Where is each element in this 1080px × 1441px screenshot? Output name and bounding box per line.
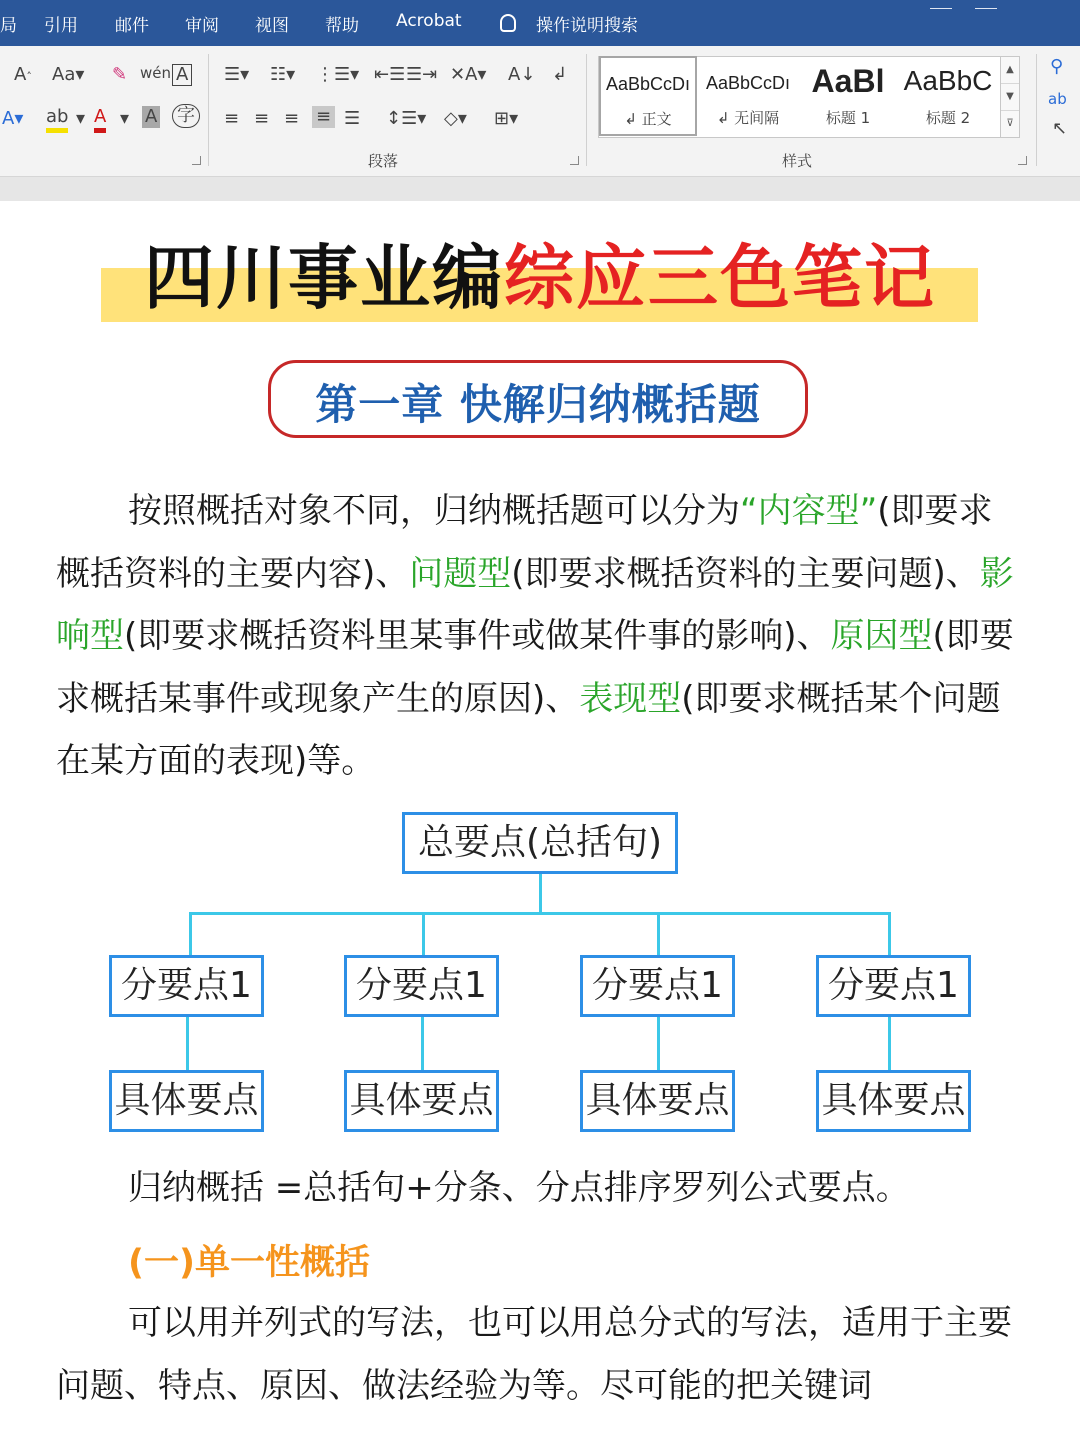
style-name: ↲ 无间隔: [716, 109, 780, 127]
phonetic-guide-icon[interactable]: wén: [140, 64, 172, 82]
tab-help[interactable]: 帮助: [325, 16, 359, 36]
sort-icon[interactable]: A↓: [508, 64, 536, 85]
group-divider: [586, 54, 587, 166]
diagram-detail-box: 具体要点: [816, 1070, 971, 1132]
diagram-branch-box: 分要点1: [344, 955, 499, 1017]
connector-line: [189, 912, 891, 915]
intro-text: 按照概括对象不同，归纳概括题可以分为: [128, 491, 740, 531]
group-divider: [1036, 54, 1037, 166]
style-name: ↲ 正文: [624, 110, 672, 128]
justify-icon[interactable]: ≡: [312, 106, 335, 128]
align-right-icon[interactable]: ≡: [284, 108, 300, 129]
intro-text: (即要求概括资料的主要问题)、: [511, 553, 980, 594]
style-sample: AaBbC: [903, 65, 993, 96]
shading-icon[interactable]: ◇▾: [444, 108, 467, 129]
intro-text: (即要求概括某事件或现象产生的原因)、: [56, 616, 1014, 719]
formula-text: 归纳概括 =总括句+分条、分点排序罗列公式要点。: [128, 1168, 910, 1208]
document-title: [0, 230, 1080, 326]
shrink-font-icon[interactable]: A˄: [14, 64, 32, 85]
title-black-part: 四川事业编: [144, 237, 504, 319]
increase-indent-icon[interactable]: ☰⇥: [406, 64, 438, 85]
align-left-icon[interactable]: ≡: [224, 108, 240, 129]
highlight-dropdown-icon[interactable]: ▾: [76, 108, 86, 129]
type-content: “内容型”: [740, 491, 878, 531]
tab-references[interactable]: 引用: [44, 16, 78, 36]
diagram-branch-box: 分要点1: [580, 955, 735, 1017]
chinese-layout-icon[interactable]: ✕A▾: [450, 64, 487, 85]
group-divider: [208, 54, 209, 166]
style-name-text: 正文: [641, 110, 672, 128]
intro-text: (即要求概括资料里某事件或做某件事的影响)、: [124, 616, 831, 656]
intro-text: (即要求概括某个问题在某方面的表现)等。: [56, 678, 1001, 781]
font-color-dropdown-icon[interactable]: ▾: [120, 108, 130, 129]
connector-line: [888, 912, 891, 956]
enclose-char-icon[interactable]: 字: [172, 104, 200, 128]
styles-scroll: [1000, 56, 1020, 138]
diagram-detail-box: 具体要点: [580, 1070, 735, 1132]
decrease-indent-icon[interactable]: ⇤☰: [374, 64, 406, 85]
style-sample: AaBbCcDı: [605, 74, 691, 94]
section-heading: (一)单一性概括: [128, 1243, 370, 1283]
character-border-icon[interactable]: A: [172, 64, 192, 86]
multilevel-list-icon[interactable]: ⋮☰▾: [316, 64, 360, 85]
style-heading-1[interactable]: [799, 57, 897, 135]
connector-line: [422, 912, 425, 956]
style-sample: AaBbCcDı: [705, 73, 791, 93]
style-heading-2[interactable]: [899, 57, 997, 135]
highlight-icon[interactable]: ab: [46, 106, 68, 133]
scroll-up-icon[interactable]: ▲: [1001, 57, 1019, 84]
style-name-text: 无间隔: [734, 109, 780, 127]
connector-line: [186, 1017, 189, 1070]
connector-line: [421, 1017, 424, 1070]
lightbulb-icon: [500, 14, 516, 32]
show-marks-icon[interactable]: ↲: [552, 64, 568, 85]
change-case-button[interactable]: Aa▾: [52, 64, 85, 85]
intro-paragraph: [56, 480, 1026, 793]
diagram-branch-box: 分要点1: [109, 955, 264, 1017]
tab-review[interactable]: 审阅: [185, 16, 219, 36]
styles-more-icon[interactable]: ⊽: [1006, 118, 1014, 129]
diagram-detail-box: 具体要点: [344, 1070, 499, 1132]
paragraph-group-label: 段落: [368, 152, 399, 170]
type-cause: 原因型: [830, 616, 933, 656]
borders-icon[interactable]: ⊞▾: [494, 108, 519, 129]
style-no-spacing[interactable]: [699, 57, 797, 135]
connector-line: [657, 912, 660, 956]
tab-layout[interactable]: 局: [0, 16, 17, 36]
font-color-icon[interactable]: A: [94, 106, 106, 133]
ribbon-toolbar: [0, 46, 1080, 177]
align-center-icon[interactable]: ≡: [254, 108, 270, 129]
styles-gallery: [598, 56, 1020, 138]
scroll-down-icon[interactable]: ▼: [1001, 84, 1019, 111]
styles-dialog-launcher-icon[interactable]: [1018, 156, 1027, 165]
diagram-detail-box: 具体要点: [109, 1070, 264, 1132]
clear-format-icon[interactable]: ✎: [112, 64, 128, 85]
connector-line: [539, 874, 542, 914]
tab-view[interactable]: 视图: [255, 16, 289, 36]
numbering-icon[interactable]: ☷▾: [270, 64, 296, 85]
connector-line: [189, 912, 192, 956]
tab-acrobat[interactable]: Acrobat: [396, 11, 462, 31]
type-problem: 问题型: [409, 553, 512, 594]
ribbon-display-icon[interactable]: [930, 0, 952, 9]
character-shading-icon[interactable]: A: [142, 106, 160, 128]
chapter-heading-box: [268, 360, 808, 438]
intro-text: (即要求概括资料的主要内容)、: [56, 491, 993, 594]
style-name: 标题 2: [925, 109, 971, 127]
diagram-root-box: 总要点(总括句): [402, 812, 678, 874]
style-name: 标题 1: [825, 109, 871, 127]
connector-line: [888, 1017, 891, 1070]
connector-line: [657, 1017, 660, 1070]
section-paragraph: [56, 1292, 1026, 1417]
tell-me-search[interactable]: 操作说明搜索: [536, 16, 638, 36]
styles-group-label: 样式: [782, 152, 813, 170]
ribbon-tab-bar: [0, 0, 1080, 46]
title-red-part: 综应三色笔记: [504, 237, 936, 319]
tab-mailings[interactable]: 邮件: [115, 16, 149, 36]
bullets-icon[interactable]: ☰▾: [224, 64, 250, 85]
diagram-branch-box: 分要点1: [816, 955, 971, 1017]
find-icon[interactable]: ⚲: [1050, 56, 1064, 77]
text-effects-icon[interactable]: A▾: [2, 108, 24, 129]
share-icon[interactable]: [975, 0, 997, 9]
style-normal[interactable]: [599, 56, 697, 136]
section-text: 可以用并列式的写法，也可以用总分式的写法，适用于主要问题、特点、原因、做法经验为等。尽可能的把关键词: [56, 1303, 1012, 1406]
style-sample: AaBl: [811, 63, 885, 99]
paragraph-dialog-launcher-icon[interactable]: [570, 156, 579, 165]
select-icon[interactable]: ↖: [1052, 118, 1068, 139]
line-spacing-icon[interactable]: ↕☰▾: [386, 108, 427, 129]
font-dialog-launcher-icon[interactable]: [192, 156, 201, 165]
ribbon-shadow: [0, 177, 1080, 201]
type-impact: 影响型: [56, 553, 1014, 656]
type-manifestation: 表现型: [579, 678, 682, 719]
distributed-icon[interactable]: ☰: [344, 108, 361, 129]
chapter-heading: 第一章 快解归纳概括题: [315, 380, 761, 429]
replace-icon[interactable]: ab: [1048, 90, 1067, 108]
